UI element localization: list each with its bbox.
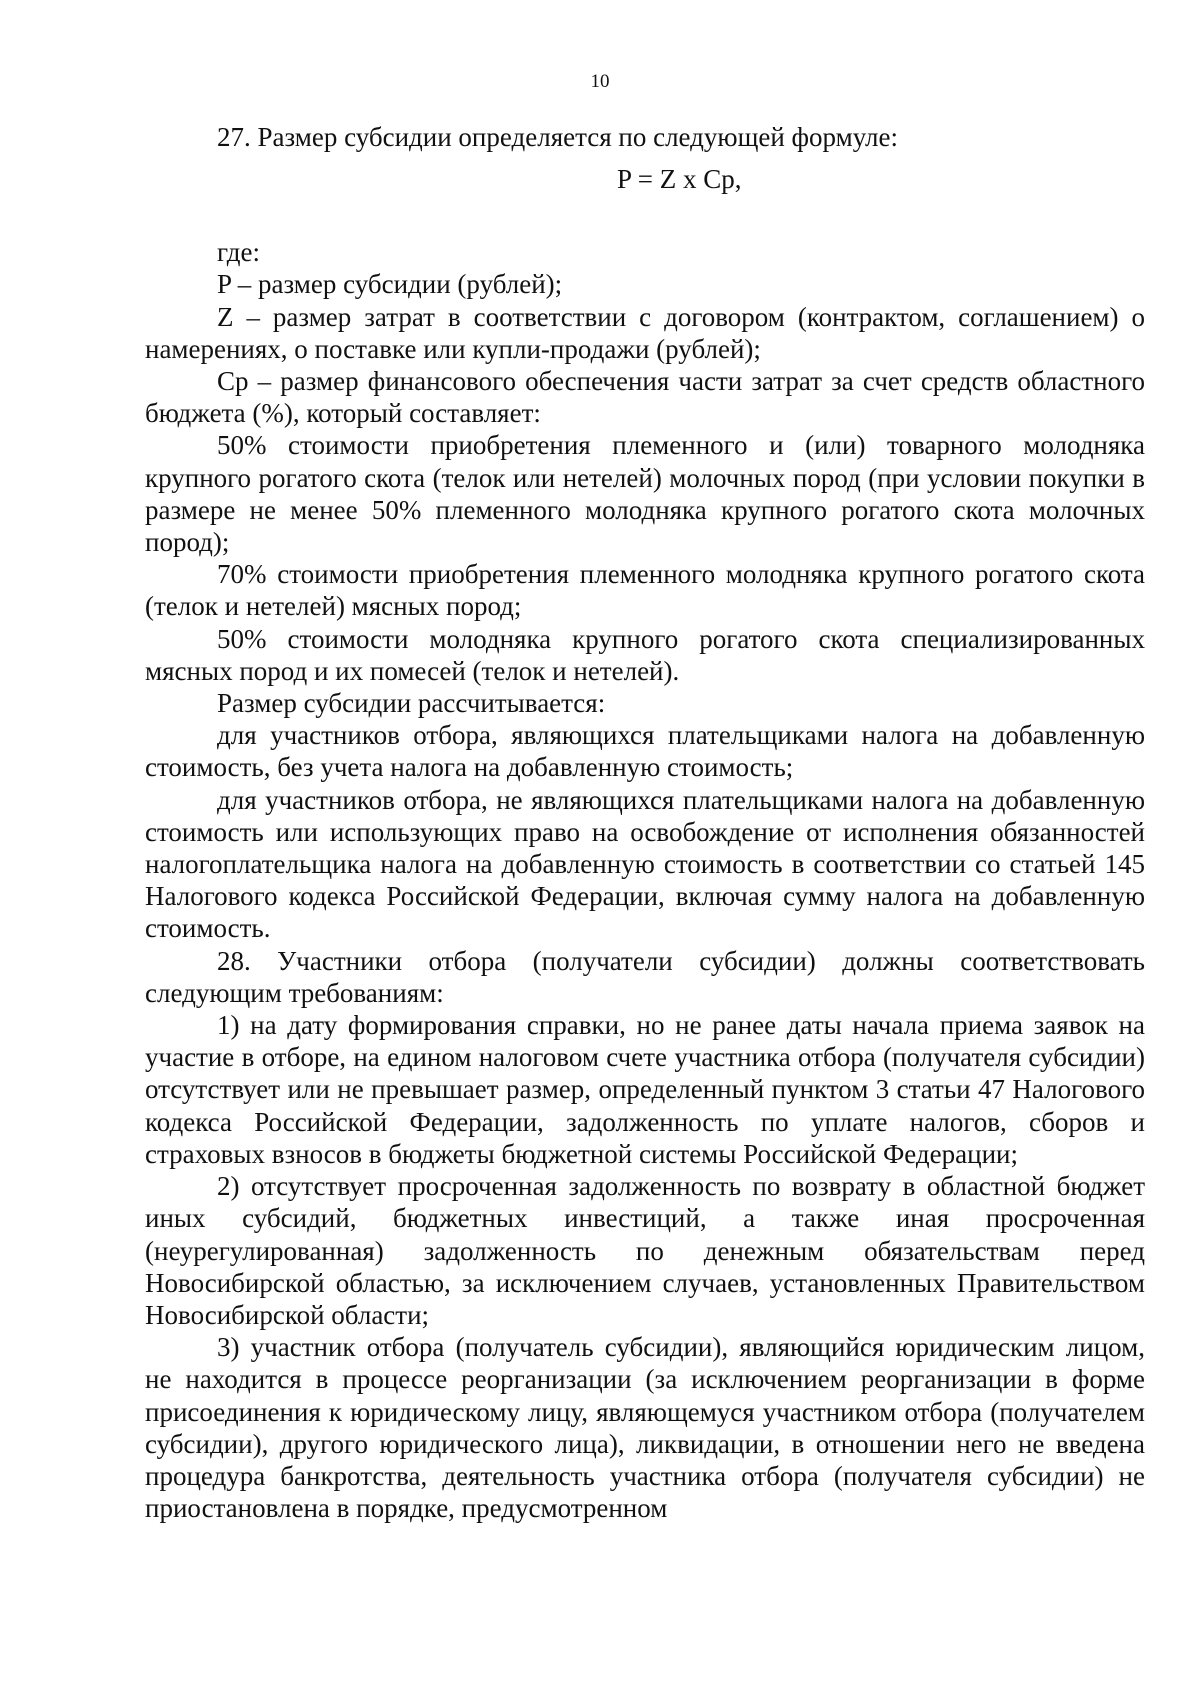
definition-cp: Cp – размер финансового обеспечения части затрат за счет средств областного бюджета (%), который составляет: (145, 366, 1145, 429)
rate-item-dairy: 50% стоимости приобретения племенного и (или) товарного молодняка крупного рогатого скота (телок или нетелей) молочных пород (при условии покупки в размере не менее 50% племенного молодняка крупного рогатого скота молочных пород); (145, 430, 1145, 558)
calculation-intro: Размер субсидии рассчитывается: (217, 688, 606, 719)
definition-z: Z – размер затрат в соответствии с договором (контрактом, соглашением) о намерениях, о поставке или купли-продажи (рублей); (145, 301, 1145, 364)
requirement-1: 1) на дату формирования справки, но не ранее даты начала приема заявок на участие в отборе, на едином налоговом счете участника отбора (получателя субсидии) отсутствует или не превышает размер, определенный пунктом 3 статьи 47 Налогового кодекса Российской Федерации, задолженность по уплате налогов, сборов и страховых взносов в бюджеты бюджетной системы Российской Федерации; (145, 1010, 1145, 1169)
page-number: 10 (590, 71, 610, 92)
paragraph-28-intro: 28. Участники отбора (получатели субсидии) должны соответствовать следующим требованиям: (145, 945, 1145, 1008)
calculation-non-vat-payers: для участников отбора, не являющихся плательщиками налога на добавленную стоимость или использующих право на освобождение от исполнения обязанностей налогоплательщика налога на добавленную стоимость в соответствии со статьей 145 Налогового кодекса Российской Федерации, включая сумму налога на добавленную стоимость. (145, 784, 1145, 944)
requirement-3: 3) участник отбора (получатель субсидии), являющийся юридическим лицом, не находится в процессе реорганизации (за исключением реорганизации в форме присоединения к юридическому лицу, являющемуся участником отбора (получателем субсидии), другого юридического лица), ликвидации, в отношении него не введена процедура банкротства, деятельность участника отбора (получателя субсидии) не приостановлена в порядке, предусмотренном (145, 1332, 1145, 1524)
document-body (145, 121, 1145, 1524)
subsidy-formula: P = Z x Cp, (617, 164, 742, 195)
paragraph-27-intro: 27. Размер субсидии определяется по следующей формуле: (217, 122, 898, 152)
calculation-vat-payers: для участников отбора, являющихся плательщиками налога на добавленную стоимость, без учета налога на добавленную стоимость; (145, 720, 1145, 783)
requirement-2: 2) отсутствует просроченная задолженность по возврату в областной бюджет иных субсидий, бюджетных инвестиций, а также иная просроченная (неурегулированная) задолженность по денежным обязательствам перед Новосибирской областью, за исключением случаев, установленных Правительством Новосибирской области; (145, 1171, 1145, 1330)
rate-item-beef-specialized: 50% стоимости молодняка крупного рогатого скота специализированных мясных пород и их помесей (телок и нетелей). (145, 623, 1145, 686)
definition-p: P – размер субсидии (рублей); (217, 269, 563, 300)
paragraph-where: где: (217, 237, 260, 268)
rate-item-beef-breeding: 70% стоимости приобретения племенного молодняка крупного рогатого скота (телок и нетелей) мясных пород; (145, 559, 1145, 622)
